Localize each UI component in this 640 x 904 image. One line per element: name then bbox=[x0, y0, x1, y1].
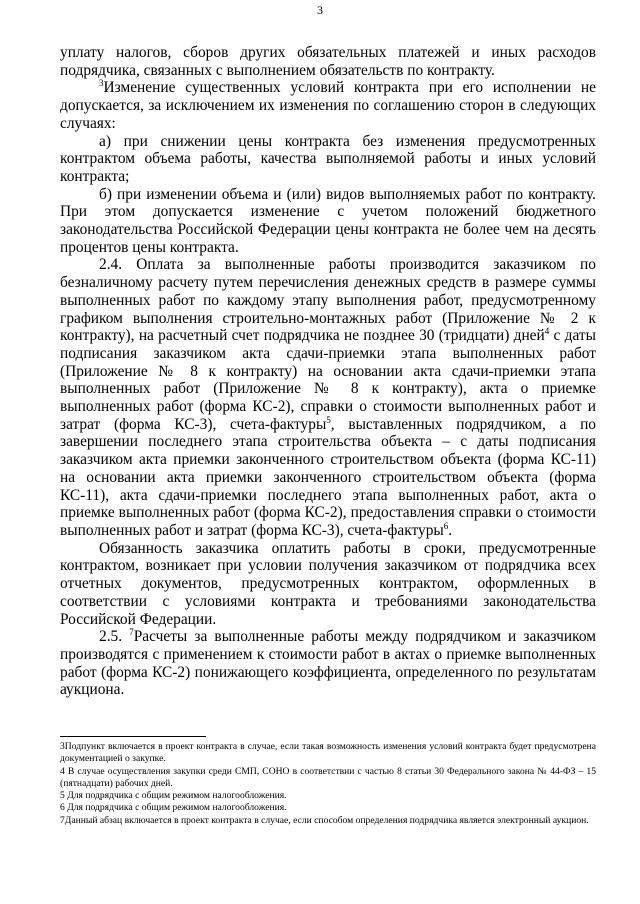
paragraph-text: , выставленных подрядчиком, а по завершении последнего этапа строительства объекта – с даты подписания заказчиком акта приемки законченного строительством объекта (форма КС-11) на основании акта приемки законченного строительством объекта (форма КС-11), акта сдачи-приемки последнего этапа выполненных работ, акта о приемке выполненных работ (форма КС-2), предоставления справки о стоимости выполненных работ и затрат (форма КС-3), счета-фактуры bbox=[60, 415, 596, 539]
paragraph-clause-2-4 bbox=[60, 256, 596, 539]
paragraph-text: . bbox=[448, 521, 453, 539]
footnote-ref-5: 5 bbox=[326, 414, 331, 425]
footnote-4: 4 В случае осуществления закупки среди СМП, СОНО в соответствии с частью 8 статьи 30 Федерального закона № 44-ФЗ – 15 (пятнадцати) рабочих дней. bbox=[60, 765, 596, 789]
paragraph-taxes-continuation bbox=[60, 44, 596, 79]
document-body bbox=[60, 44, 596, 699]
paragraph-text: Расчеты за выполненные работы между подрядчиком и заказчиком производятся с применением к стоимости работ в актах о приемке выполненных работ (форма КС-2) понижающего коэффициента, определенного по результатам аукциона. bbox=[60, 628, 596, 699]
paragraph-text: с даты подписания заказчиком акта сдачи-приемки этапа выполненных работ (Приложение № 8 к контракту) на основании акта сдачи-приемки этапа выполненных работ (Приложение № 8 к контракту), акта о приемке выполненных работ (форма КС-2), справки о стоимости выполненных работ и затрат (форма КС-3), счета-фактуры bbox=[60, 327, 596, 433]
footnote-ref-6: 6 bbox=[443, 520, 449, 531]
footnote-ref-4: 4 bbox=[544, 326, 550, 337]
paragraph-text: а) при снижении цены контракта без изменения предусмотренных контрактом объема работы, качества выполняемой работы и иных условий контракта; bbox=[60, 132, 596, 185]
footnotes bbox=[60, 741, 596, 827]
page-number: 3 bbox=[317, 3, 323, 17]
paragraph-contract-change bbox=[60, 79, 596, 132]
paragraph-case-a bbox=[60, 133, 596, 186]
paragraph-text: Обязанность заказчика оплатить работы в сроки, предусмотренные контрактом, возникает при условии получения заказчиком от подрядчика всех отчетных документов, предусмотренных контрактом, оформленных в соответствии с условиями контракта и требованиями законодательства Российской Федерации. bbox=[60, 539, 596, 628]
paragraph-text: 2.4. Оплата за выполненные работы производится заказчиком по безналичному расчету путем перечисления денежных средств в размере суммы выполненных работ по каждому этапу выполнения работ, предусмотренному графиком выполнения строительно-монтажных работ (Приложение № 2 к контракту), на расчетный счет подрядчика не позднее 30 (тридцати) дней bbox=[60, 256, 596, 345]
paragraph-text: 2.5. bbox=[99, 628, 130, 646]
footnote-ref-7: 7 bbox=[129, 627, 134, 638]
paragraph-case-b bbox=[60, 186, 596, 257]
footnote-3: 3Подпункт включается в проект контракта в случае, если такая возможность изменения условий контракта будет предусмотрена документацией о закупке. bbox=[60, 741, 596, 765]
footnote-5: 5 Для подрядчика с общим режимом налогообложения. bbox=[60, 790, 287, 802]
paragraph-payment-obligation bbox=[60, 540, 596, 629]
paragraph-text: уплату налогов, сборов других обязательных платежей и иных расходов подрядчика, связанных с выполнением обязательств по контракту. bbox=[60, 44, 596, 79]
footnote-7: 7Данный абзац включается в проект контракта в случае, если способом определения подрядчика является электронный аукцион. bbox=[60, 814, 589, 826]
footnote-separator bbox=[60, 736, 206, 737]
paragraph-text: Изменение существенных условий контракта при его исполнении не допускается, за исключением их изменения по соглашению сторон в следующих случаях: bbox=[60, 79, 596, 132]
paragraph-text: б) при изменении объема и (или) видов выполняемых работ по контракту. При этом допускается изменение с учетом положений бюджетного законодательства Российской Федерации цены контракта не более чем на десять процентов цены контракта. bbox=[60, 185, 596, 256]
paragraph-clause-2-5 bbox=[60, 628, 596, 699]
footnote-ref-3: 3 bbox=[99, 78, 104, 89]
footnote-6: 6 Для подрядчика с общим режимом налогообложения. bbox=[60, 802, 287, 814]
